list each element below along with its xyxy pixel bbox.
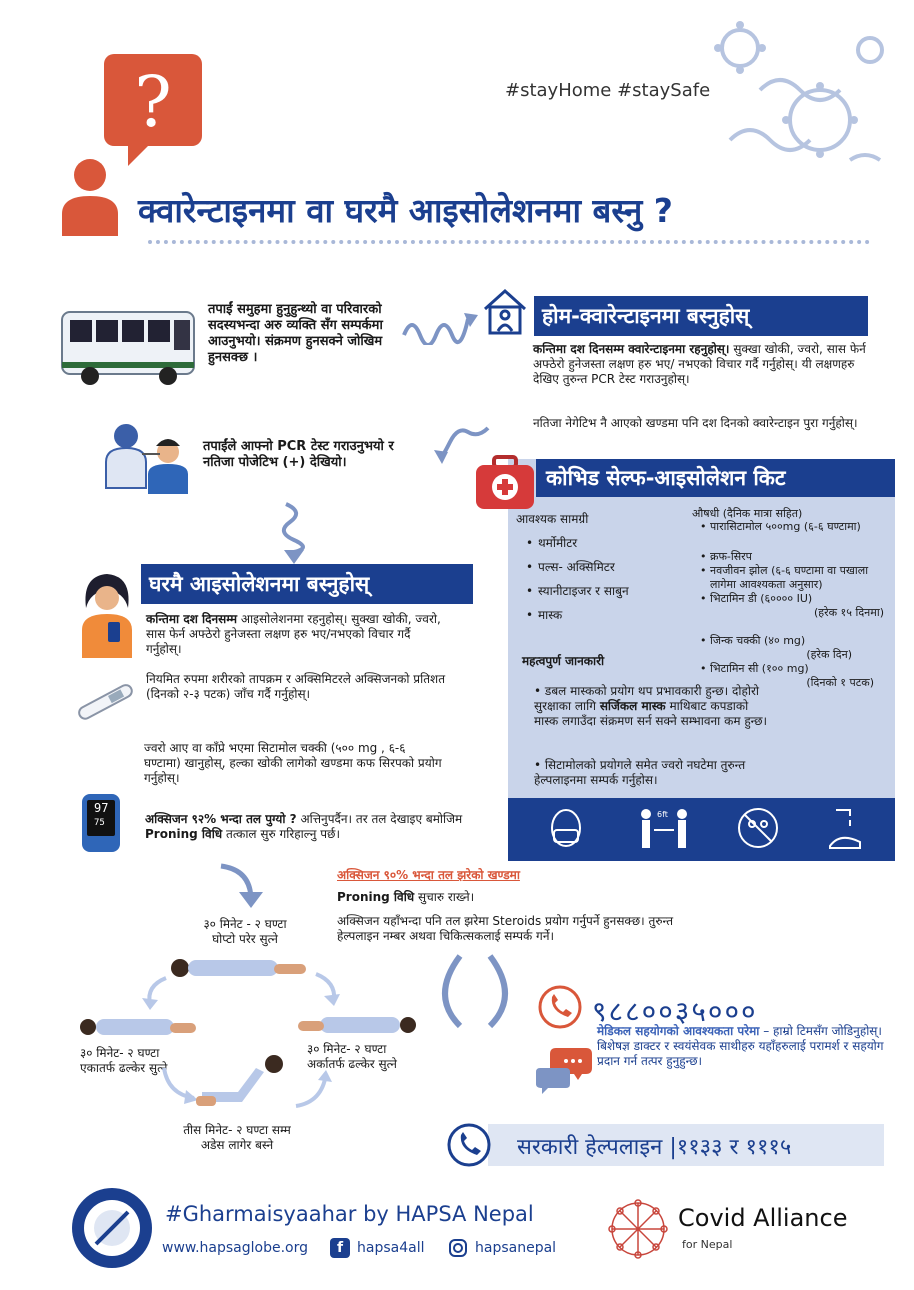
medicine-dose: (हरेक १५ दिनमा) (813, 606, 884, 619)
facebook-icon[interactable]: f (330, 1238, 350, 1258)
scenario-contact-text: तपाईं समुहमा हुनुहुन्थ्यो वा परिवारको सदस्यभन्दा अरु व्यक्ति सँग सम्पर्कमा आउनुभयो। संक्रमण हुनसक्ने जोखिम हुनसक्छ । (208, 302, 383, 365)
home-isolation-bold: कन्तिमा दश दिनसम्म (146, 612, 238, 626)
list-item: • पारासिटामोल ५००mg (६-६ घण्टामा) (700, 520, 861, 533)
person-right-side-icon (298, 1013, 418, 1039)
medicine-dose: (६-६ घण्टामा) (803, 520, 861, 533)
info-title: महत्वपुर्ण जानकारी (522, 654, 605, 668)
question-bubble-icon (104, 54, 202, 166)
info-paracetamol: • सिटामोलको प्रयोगले समेत ज्वरो नघटेमा तुरुन्त हेल्पलाइनमा सम्पर्क गर्नुहोस। (534, 758, 746, 787)
hand-wash-icon (826, 806, 866, 856)
home-isolation-heading: घरमै आइसोलेशनमा बस्नुहोस् (141, 564, 473, 604)
proning-label-right-side: ३० मिनेट- २ घण्टा अर्कातर्फ ढल्केर सुत्ने (307, 1042, 397, 1071)
page-title: क्वारेन्टाइनमा वा घरमै आइसोलेशनमा बस्नु ? (138, 191, 673, 230)
low-oxygen-proning-bold: Proning विधि (337, 890, 415, 904)
home-quarantine-text (533, 342, 878, 387)
hapsa-logo (70, 1186, 154, 1270)
info-double-mask-post: माथिबाट कपडाको मास्क लगाउँदा संक्रमण सर्न सक्ने सम्भावना कम हुन्छ। (534, 699, 768, 728)
squiggle-arrow-icon (400, 305, 480, 345)
low-oxygen-title: अक्सिजन ९०% भन्दा तल झरेको खण्डमा (337, 868, 520, 882)
no-gathering-icon (736, 806, 780, 854)
proning-bold: Proning विधि (145, 827, 223, 841)
medical-support-bold: मेडिकल सहयोगको आवश्यकता परेमा (597, 1024, 760, 1038)
instagram-link[interactable]: hapsanepal (475, 1240, 557, 1256)
home-isolation-symptoms: आइसोलेशनमा रहनुहोस्। सुक्खा खोकी, ज्वरो, सास फेर्न अफ्ठेरो हुनेजस्ता लक्षण हरु भए/नभएको विचार गर्दै गर्नुहोस्। (146, 612, 441, 656)
medicine-name: नवजीवन झोल (६-६ घण्टामा वा पखाला लागेमा आवश्यकता अनुसार) (710, 564, 869, 591)
medicine-name: पारासिटामोल ५००mg (710, 520, 801, 533)
proning-arrow-left-icon (140, 974, 170, 1010)
double-chevron-icon (420, 950, 530, 1030)
oxygen-92-rest: अत्तिनुपर्दैन। तर तल देखाइए बमोजिम (300, 812, 463, 826)
svg-text:?: ? (134, 61, 172, 143)
list-item: • मास्क (524, 608, 684, 623)
proning-label-left-side: ३० मिनेट- २ घण्टा एकातर्फ ढल्केर सुत्ने (80, 1046, 168, 1075)
medicine-dose: (हरेक दिन) (806, 648, 852, 661)
person-icon (60, 158, 120, 236)
info-double-mask: • डबल मास्कको प्रयोग थप प्रभावकारी हुन्छ। दोहोरो सुरक्षाका लागि सर्जिकल मास्क माथिबाट कपडाको मास्क लगाउँदा संक्रमण सर्न सक्ने सम्भावना कम हुन्छ। (534, 684, 768, 728)
squiggle-down-arrow-icon (276, 500, 310, 566)
list-item: • थर्मोमीटर (524, 536, 684, 551)
alliance-title: Covid Alliance (678, 1204, 848, 1232)
medicine-list (700, 520, 892, 690)
covid-alliance-logo-icon (605, 1196, 671, 1262)
home-isolation-para3: ज्वरो आए वा काँप्रे भएमा सिटामोल चक्की (५०० mg , ६-६ घण्टामा) खानुहोस्, हल्का खोकी लागेको खण्डमा कफ सिरपको प्रयोग गर्नुहोस्। (144, 741, 442, 785)
footer-tagline: #Gharmaisyaahar by HAPSA Nepal (165, 1202, 534, 1226)
first-aid-kit-icon (474, 455, 536, 511)
home-icon (481, 287, 529, 335)
list-item: • नवजीवन झोल (६-६ घण्टामा वा पखाला लागेमा आवश्यकता अनुसार) (700, 564, 869, 591)
low-oxygen-line2: अक्सिजन यहाँभन्दा पनि तल झरेमा Steroids प्रयोग गर्नुपर्ने हुनसक्छ। तुरुन्त हेल्पलाइन नम्बर अथवा चिकित्सकलाई सम्पर्क गर्ने। (337, 914, 674, 943)
info-surgical-mask: सर्जिकल मास्क (599, 699, 666, 713)
phone-handset-icon[interactable] (446, 1122, 492, 1168)
medicine-name: भिटामिन सी (१०० mg) (710, 662, 809, 675)
kit-icon-strip (508, 798, 895, 861)
home-isolation-para4 (145, 812, 485, 842)
list-item: • जिन्क चक्की (४० mg) (700, 634, 806, 647)
list-item: • भिटामिन डी (६०००० IU) (700, 592, 813, 605)
person-reclining-icon (192, 1052, 292, 1112)
chat-bubbles-icon (536, 1046, 592, 1094)
website-link[interactable]: www.hapsaglobe.org (162, 1240, 308, 1256)
home-quarantine-symptoms: सुक्खा खोकी, ज्वरो, सास फेर्न अफ्ठेरो हुनेजस्ता लक्षण हरु भए/ नभएको विचार गर्दै गर्नुहोस्। यी लक्षणहरु देखिए तुरुन्त PCR टेस्ट गराउनुहोस्। (533, 342, 866, 386)
low-oxygen-line1 (337, 890, 474, 905)
distance-label: 6ft (657, 810, 668, 819)
virus-decoration-icon (700, 10, 900, 180)
hotline-number[interactable]: ९८८००३५००० (592, 995, 758, 1028)
home-isolation-para2: नियमित रुपमा शरीरको तापक्रम र अक्सिमिटरले अक्सिजनको प्रतिशत (दिनको २-३ पटक) जाँच गर्दै गर्नुहोस्। (146, 672, 446, 701)
list-item: • स्यानीटाइजर र साबुन (524, 584, 684, 599)
person-prone-icon (168, 954, 308, 980)
proning-label-reclining: तीस मिनेट- २ घण्टा सम्म अडेस लागेर बस्ने (183, 1123, 291, 1152)
info-double-mask-pre: डबल मास्कको प्रयोग थप प्रभावकारी हुन्छ। दोहोरो सुरक्षाका लागि (534, 684, 759, 713)
instagram-icon[interactable] (448, 1238, 468, 1258)
oxygen-92-bold: अक्सिजन ९२% भन्दा तल पुग्यो ? (145, 812, 297, 826)
proning-label-prone: ३० मिनेट - २ घण्टा घोप्टो परेर सुत्ने (203, 917, 287, 946)
medicine-title: औषधी (दैनिक मात्रा सहित) (692, 507, 803, 520)
list-item: • भिटामिन सी (१०० mg) (700, 662, 809, 675)
alliance-subtitle: for Nepal (682, 1238, 733, 1251)
medicine-name: जिन्क चक्की (४० mg) (710, 634, 806, 647)
home-quarantine-negative: नतिजा नेगेटिभ नै आएको खण्डमा पनि दश दिनको क्वारेन्टाइन पुरा गर्नुहोस्। (533, 416, 858, 430)
home-isolation-para1 (146, 612, 446, 657)
medicine-dose: (दिनको १ पटक) (806, 676, 874, 689)
scenario-positive-text: तपाईंले आफ्नो PCR टेस्ट गराउनुभयो र नतिजा पोजेटिभ (+) देखियो। (203, 439, 394, 470)
list-item: • पल्स- अक्सिमिटर (524, 560, 684, 575)
phone-circle-icon[interactable] (537, 984, 583, 1030)
essentials-list (524, 536, 684, 623)
medical-support-rest: – हाम्रो टिमसँग जोडिनुहोस्। बिशेषज्ञ डाक्टर र स्वयंसेवक साथीहरु यहाँहरुलाई परामर्श र सहयोग प्रदान गर्न तत्पर हुनुहुन्छ। (597, 1024, 884, 1068)
person-left-side-icon (78, 1015, 198, 1039)
home-quarantine-bold: कन्तिमा दश दिनसम्म क्वारेन्टाइनमा रहनुहोस्। (533, 342, 730, 356)
facebook-link[interactable]: hapsa4all (357, 1240, 425, 1256)
mask-face-icon (548, 808, 584, 854)
hashtags: #stayHome #staySafe (505, 80, 711, 101)
list-item: • क्रफ-सिरप (700, 550, 752, 563)
kit-heading: कोभिड सेल्फ-आइसोलेशन किट (536, 459, 895, 497)
proning-arrow-top-icon (215, 862, 265, 908)
oximeter-reading-spo2: 97 (94, 801, 109, 815)
low-oxygen-proning-rest: सुचारु राख्ने। (418, 890, 475, 904)
essentials-title: आवश्यक सामग्री (516, 512, 589, 526)
home-quarantine-heading: होम-क्वारेन्टाइनमा बस्नुहोस् (534, 296, 868, 336)
title-divider (148, 240, 870, 244)
medicine-name: भिटामिन डी (६०००० IU) (710, 592, 813, 605)
medicine-name: क्रफ-सिरप (710, 550, 752, 563)
info-paracetamol-text: सिटामोलको प्रयोगले समेत ज्वरो नघटेमा तुरुन्त हेल्पलाइनमा सम्पर्क गर्नुहोस। (534, 758, 746, 787)
proning-arrow-right-icon (312, 970, 342, 1006)
proning-arrow-bottom-right-icon (292, 1070, 332, 1110)
medical-support-text (597, 1024, 887, 1069)
government-helpline[interactable]: सरकारी हेल्पलाइन |११३३ र १११५ (517, 1135, 792, 1160)
thermometer-icon (70, 678, 140, 724)
bus-icon (60, 306, 198, 386)
oxygen-92-end: तत्काल सुरु गरिहाल्नु पर्छ। (226, 827, 340, 841)
oximeter-reading-pulse: 75 (94, 818, 105, 828)
swab-test-icon (96, 418, 192, 494)
woman-phone-icon (78, 568, 136, 658)
